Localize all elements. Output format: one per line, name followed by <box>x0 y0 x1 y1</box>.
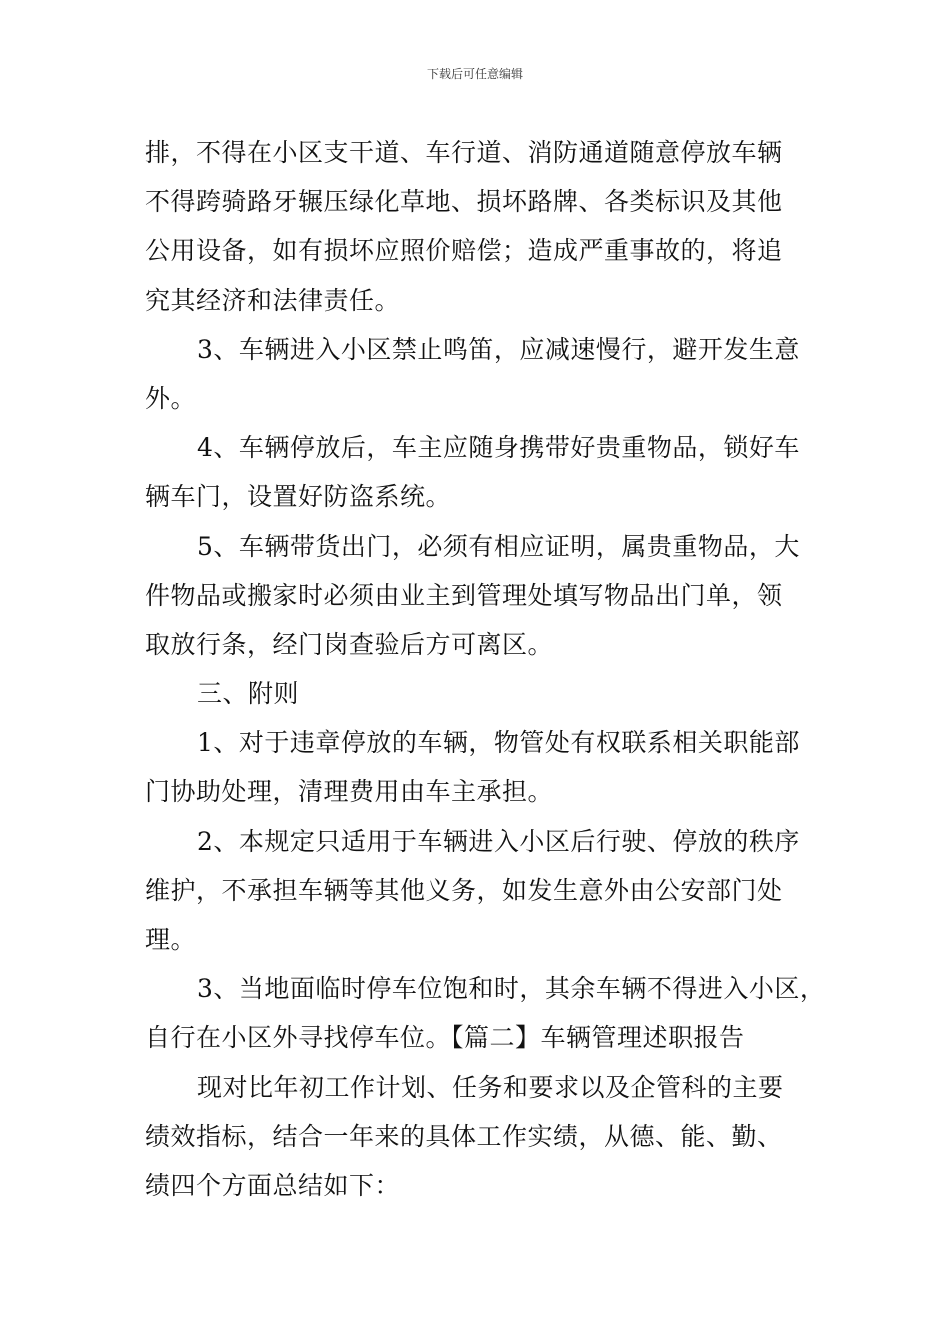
text-line: 1、对于违章停放的车辆，物管处有权联系相关职能部 <box>197 728 800 758</box>
text-line: 4、车辆停放后，车主应随身携带好贵重物品，锁好车 <box>197 433 800 463</box>
text-line: 件物品或搬家时必须由业主到管理处填写物品出门单，领 <box>145 580 783 610</box>
document-body <box>145 128 826 1210</box>
text-line: 门协助处理，清理费用由车主承担。 <box>145 777 554 807</box>
text-line: 排，不得在小区支干道、车行道、消防通道随意停放车辆 <box>145 138 783 167</box>
text-line: 外。 <box>145 383 197 413</box>
text-line: 究其经济和法律责任。 <box>145 285 401 315</box>
text-line: 5、车辆带货出门，必须有相应证明，属贵重物品，大 <box>197 531 800 561</box>
text-line: 取放行条，经门岗查验后方可离区。 <box>145 629 554 659</box>
section-heading: 三、附则 <box>197 679 300 709</box>
text-line: 维护，不承担车辆等其他义务，如发生意外由公安部门处 <box>145 875 783 905</box>
text-line: 绩效指标，结合一年来的具体工作实绩，从德、能、勤、 <box>145 1121 783 1151</box>
text-line: 2、本规定只适用于车辆进入小区后行驶、停放的秩序 <box>197 826 800 856</box>
text-line: 不得跨骑路牙辗压绿化草地、损坏路牌、各类标识及其他 <box>145 187 783 217</box>
text-line: 自行在小区外寻找停车位。【篇二】车辆管理述职报告 <box>145 1023 745 1053</box>
text-line: 3、车辆进入小区禁止鸣笛，应减速慢行，避开发生意 <box>197 334 800 364</box>
text-line: 公用设备，如有损坏应照价赔偿；造成严重事故的，将追 <box>145 236 783 266</box>
page-header: 下载后可任意编辑 <box>426 67 523 81</box>
text-line: 绩四个方面总结如下： <box>145 1170 401 1200</box>
text-line: 现对比年初工作计划、任务和要求以及企管科的主要 <box>197 1072 784 1102</box>
text-line: 理。 <box>145 925 197 954</box>
text-line: 3、当地面临时停车位饱和时，其余车辆不得进入小区， <box>197 974 826 1004</box>
text-line: 辆车门，设置好防盗系统。 <box>145 482 452 512</box>
